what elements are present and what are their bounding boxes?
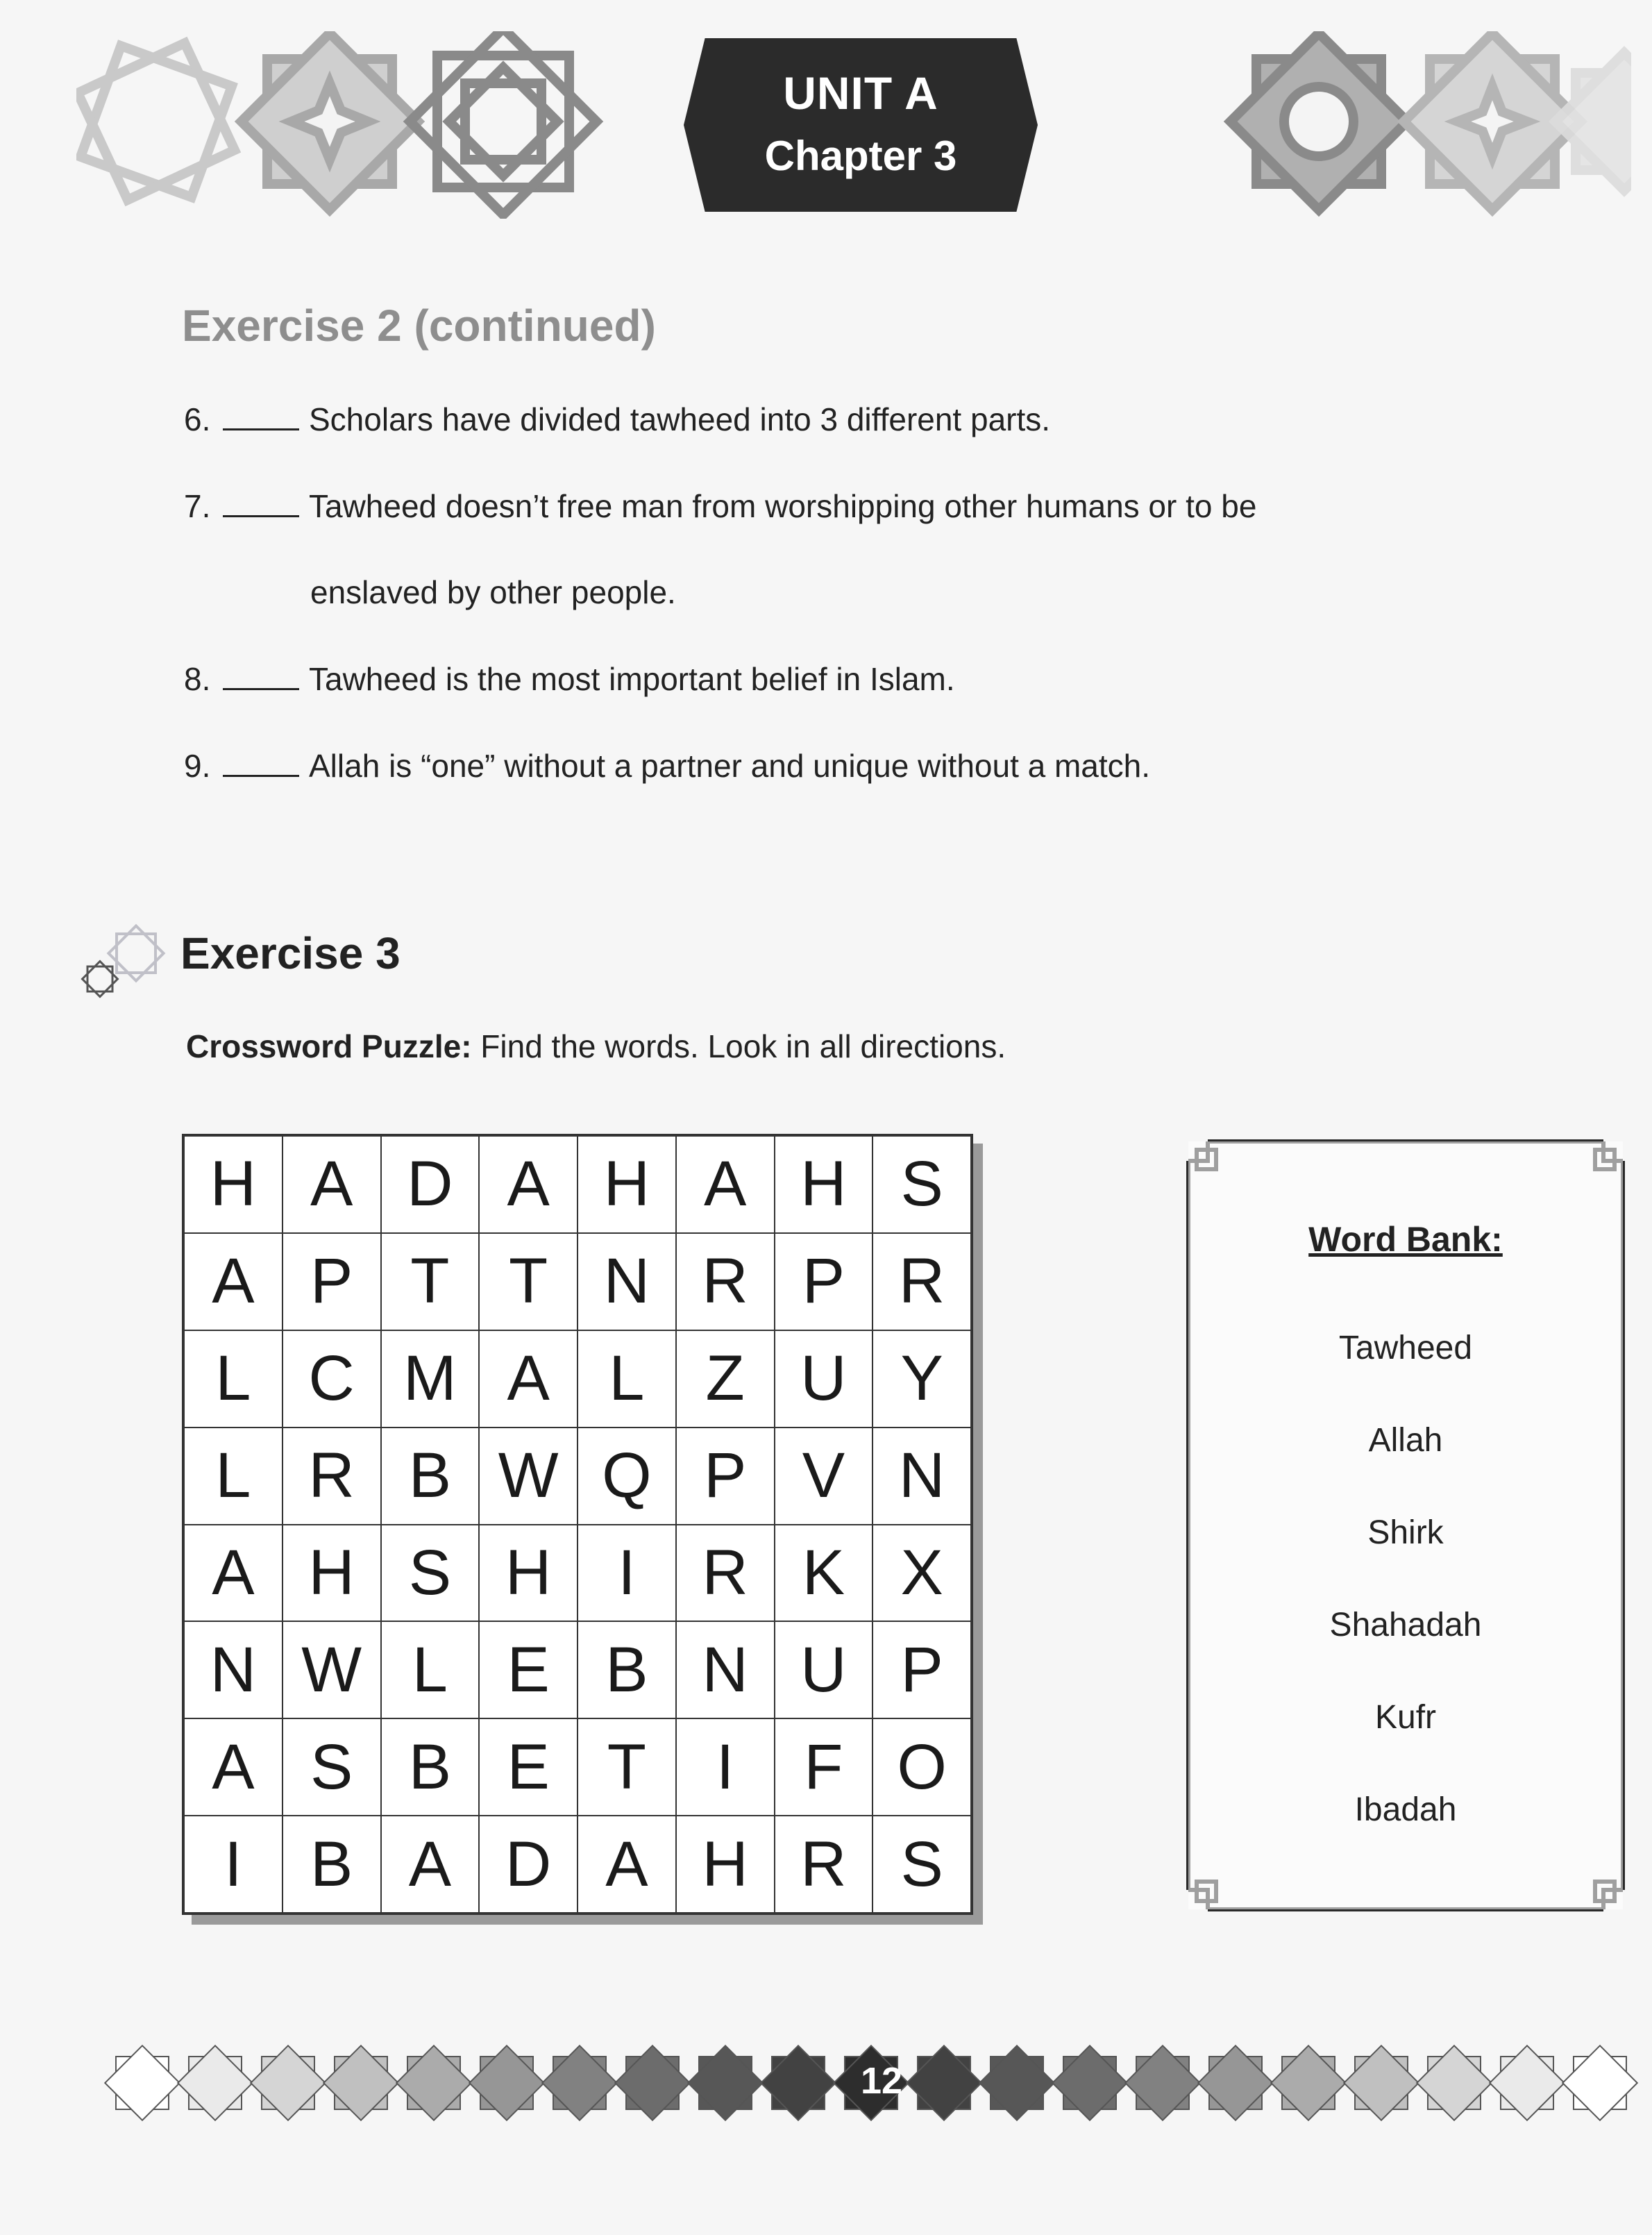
footer-star-icon — [469, 2045, 543, 2120]
grid-cell[interactable]: N — [676, 1621, 775, 1718]
grid-cell[interactable]: B — [381, 1718, 480, 1816]
word-bank-item: Allah — [1368, 1422, 1443, 1459]
grid-cell[interactable]: E — [479, 1621, 578, 1718]
grid-cell[interactable]: H — [578, 1136, 676, 1233]
grid-cell[interactable]: R — [283, 1428, 381, 1525]
question-text: Tawheed is the most important belief in Islam. — [309, 661, 955, 697]
grid-cell[interactable]: B — [381, 1428, 480, 1525]
instruction-text: Find the words. Look in all directions. — [471, 1028, 1006, 1064]
grid-cell[interactable]: L — [184, 1428, 283, 1525]
question-text: Allah is “one” without a partner and unique without a match. — [309, 748, 1151, 784]
grid-cell[interactable]: N — [873, 1428, 971, 1525]
grid-cell[interactable]: A — [184, 1525, 283, 1622]
grid-cell[interactable]: S — [873, 1136, 971, 1233]
grid-cell[interactable]: V — [775, 1428, 873, 1525]
word-bank-box — [1180, 1133, 1631, 1918]
grid-cell[interactable]: F — [775, 1718, 873, 1816]
grid-cell[interactable]: B — [283, 1816, 381, 1913]
grid-cell[interactable]: P — [775, 1233, 873, 1330]
answer-blank[interactable] — [223, 402, 299, 430]
grid-cell[interactable]: L — [184, 1330, 283, 1428]
footer-star-icon — [1562, 2045, 1637, 2120]
word-bank-item: Tawheed — [1338, 1330, 1473, 1366]
footer-star-icon — [323, 2045, 398, 2120]
grid-cell[interactable]: U — [775, 1330, 873, 1428]
footer-star-icon — [1198, 2045, 1272, 2120]
footer-star-icon — [1271, 2045, 1345, 2120]
grid-cell[interactable]: A — [479, 1136, 578, 1233]
footer-star-icon — [542, 2045, 616, 2120]
question-number: 7. — [184, 488, 211, 524]
question-text: Tawheed doesn’t free man from worshipping other humans or to be — [309, 488, 1257, 524]
footer-star-icon — [1052, 2045, 1127, 2120]
grid-cell[interactable]: D — [381, 1136, 480, 1233]
exercise-3-heading: Exercise 3 — [180, 928, 401, 978]
grid-cell[interactable]: H — [775, 1136, 873, 1233]
grid-cell[interactable]: A — [283, 1136, 381, 1233]
grid-cell[interactable]: Q — [578, 1428, 676, 1525]
grid-cell[interactable]: P — [676, 1428, 775, 1525]
footer-star-icon — [396, 2045, 471, 2120]
unit-title: UNIT A — [783, 67, 938, 119]
grid-cell[interactable]: Y — [873, 1330, 971, 1428]
grid-cell[interactable]: E — [479, 1718, 578, 1816]
grid-cell[interactable]: W — [479, 1428, 578, 1525]
footer-star-icon — [688, 2045, 762, 2120]
grid-cell[interactable]: R — [775, 1816, 873, 1913]
grid-cell[interactable]: S — [381, 1525, 480, 1622]
word-bank-item: Shahadah — [1329, 1607, 1482, 1643]
grid-cell[interactable]: S — [283, 1718, 381, 1816]
grid-cell[interactable]: N — [578, 1233, 676, 1330]
question-7-continuation: enslaved by other people. — [310, 574, 676, 610]
star-ornament-icon — [74, 922, 171, 1005]
grid-cell[interactable]: A — [381, 1816, 480, 1913]
grid-cell[interactable]: T — [479, 1233, 578, 1330]
grid-cell[interactable]: T — [578, 1718, 676, 1816]
footer-star-icon — [1125, 2045, 1199, 2120]
grid-cell[interactable]: O — [873, 1718, 971, 1816]
grid-cell[interactable]: H — [283, 1525, 381, 1622]
word-search-grid — [182, 1134, 973, 1915]
word-search-grid-container — [182, 1134, 973, 1915]
page-number: 12 — [860, 2060, 903, 2102]
grid-cell[interactable]: P — [283, 1233, 381, 1330]
footer-star-icon — [105, 2045, 179, 2120]
grid-cell[interactable]: I — [676, 1718, 775, 1816]
grid-cell[interactable]: T — [381, 1233, 480, 1330]
grid-cell[interactable]: A — [578, 1816, 676, 1913]
footer-star-icon — [178, 2045, 252, 2120]
question-number: 8. — [184, 661, 211, 697]
answer-blank[interactable] — [223, 748, 299, 777]
grid-cell[interactable]: P — [873, 1621, 971, 1718]
grid-cell[interactable]: Z — [676, 1330, 775, 1428]
grid-cell[interactable]: N — [184, 1621, 283, 1718]
footer-star-icon — [615, 2045, 689, 2120]
footer-star-icon — [761, 2045, 835, 2120]
crossword-instructions — [186, 1028, 1006, 1065]
grid-cell[interactable]: D — [479, 1816, 578, 1913]
grid-cell[interactable]: R — [676, 1233, 775, 1330]
grid-cell[interactable]: R — [873, 1233, 971, 1330]
answer-blank[interactable] — [223, 662, 299, 690]
footer-star-icon — [979, 2045, 1054, 2120]
footer-star-icon — [1344, 2045, 1418, 2120]
word-bank-title: Word Bank: — [1308, 1220, 1503, 1259]
answer-blank[interactable] — [223, 489, 299, 517]
grid-cell[interactable]: U — [775, 1621, 873, 1718]
question-number: 6. — [184, 401, 211, 437]
grid-cell[interactable]: K — [775, 1525, 873, 1622]
grid-cell[interactable]: A — [479, 1330, 578, 1428]
footer-star-icon — [1417, 2045, 1491, 2120]
footer-star-icon — [1490, 2045, 1564, 2120]
grid-cell[interactable]: L — [578, 1330, 676, 1428]
footer-star-icon — [251, 2045, 325, 2120]
question-text: Scholars have divided tawheed into 3 different parts. — [309, 401, 1051, 437]
grid-cell[interactable]: H — [676, 1816, 775, 1913]
grid-cell[interactable]: W — [283, 1621, 381, 1718]
question-number: 9. — [184, 748, 211, 784]
question-6 — [184, 401, 1050, 438]
grid-cell[interactable]: A — [184, 1233, 283, 1330]
question-8 — [184, 660, 955, 698]
instruction-label: Crossword Puzzle: — [186, 1028, 472, 1064]
grid-cell[interactable]: L — [381, 1621, 480, 1718]
word-bank-item: Kufr — [1374, 1699, 1437, 1736]
grid-cell[interactable]: M — [381, 1330, 480, 1428]
question-9 — [184, 747, 1150, 785]
grid-cell[interactable]: A — [676, 1136, 775, 1233]
grid-cell[interactable]: C — [283, 1330, 381, 1428]
grid-cell[interactable]: H — [184, 1136, 283, 1233]
grid-cell[interactable]: H — [479, 1525, 578, 1622]
grid-cell[interactable]: R — [676, 1525, 775, 1622]
unit-badge — [684, 38, 1038, 212]
grid-cell[interactable]: A — [184, 1718, 283, 1816]
exercise-2-heading: Exercise 2 (continued) — [182, 301, 656, 351]
word-bank-item: Ibadah — [1354, 1791, 1457, 1828]
grid-cell[interactable]: B — [578, 1621, 676, 1718]
question-7 — [184, 487, 1256, 525]
grid-cell[interactable]: I — [184, 1816, 283, 1913]
word-bank-item: Shirk — [1367, 1514, 1444, 1551]
grid-cell[interactable]: I — [578, 1525, 676, 1622]
grid-cell[interactable]: X — [873, 1525, 971, 1622]
grid-cell[interactable]: S — [873, 1816, 971, 1913]
chapter-title: Chapter 3 — [764, 133, 957, 179]
